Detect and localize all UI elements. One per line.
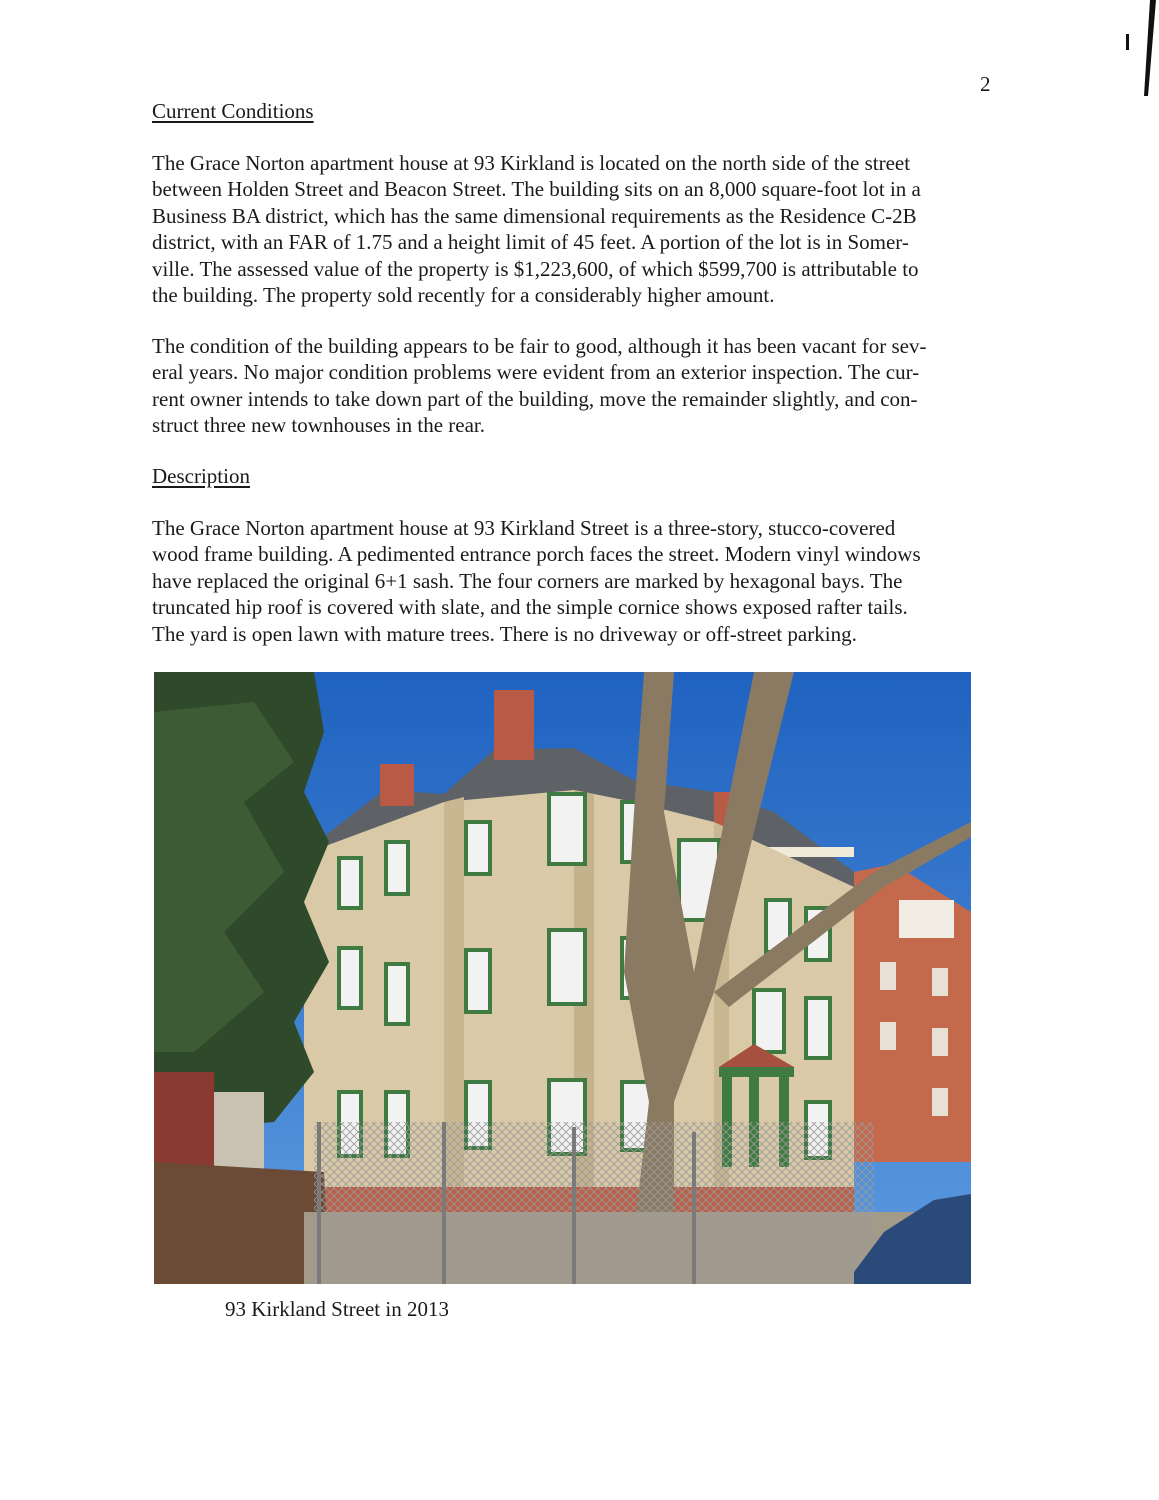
text-line: the building. The property sold recently for a considerably higher amount. <box>152 283 775 308</box>
text-line: rent owner intends to take down part of the building, move the remainder slightly, and con- <box>152 386 918 411</box>
scan-mark-graphic <box>1118 0 1159 100</box>
text-line: wood frame building. A pedimented entrance porch faces the street. Modern vinyl windows <box>152 542 921 567</box>
text-line: truncated hip roof is covered with slate, and the simple cornice shows exposed rafter tails. <box>152 595 908 620</box>
building-photo <box>154 672 971 1284</box>
section-heading-current-conditions: Current Conditions <box>152 99 314 123</box>
text-line: The Grace Norton apartment house at 93 Kirkland Street is a three-story, stucco-covered <box>152 516 896 540</box>
text-line: district, with an FAR of 1.75 and a height limit of 45 feet. A portion of the lot is in Somer- <box>152 230 909 255</box>
paragraph-description <box>152 515 997 647</box>
chimney <box>380 764 414 806</box>
evergreen-tree <box>154 672 329 1132</box>
chimney <box>494 690 534 760</box>
text-line: between Holden Street and Beacon Street. The building sits on an 8,000 square-foot lot in a <box>152 177 921 202</box>
neighbor-building-right <box>854 864 971 1162</box>
shrubs <box>154 1162 329 1284</box>
page-number: 2 <box>980 72 991 96</box>
chain-link-fence <box>314 1122 874 1284</box>
text-line: struct three new townhouses in the rear. <box>152 413 485 438</box>
building-illustration <box>154 672 971 1284</box>
section-heading-description: Description <box>152 464 250 488</box>
paragraph-condition <box>152 333 997 439</box>
text-line: ville. The assessed value of the property is $1,223,600, of which $599,700 is attributable to <box>152 256 919 281</box>
paragraph-location <box>152 150 997 308</box>
text-line: eral years. No major condition problems were evident from an exterior inspection. The cur- <box>152 360 920 385</box>
text-line: The condition of the building appears to be fair to good, although it has been vacant for sev- <box>152 334 927 358</box>
text-line: Business BA district, which has the same dimensional requirements as the Residence C-2B <box>152 203 917 228</box>
photo-caption: 93 Kirkland Street in 2013 <box>225 1297 449 1321</box>
text-line: have replaced the original 6+1 sash. The four corners are marked by hexagonal bays. The <box>152 568 903 593</box>
text-line: The yard is open lawn with mature trees. There is no driveway or off-street parking. <box>152 621 857 646</box>
text-line: The Grace Norton apartment house at 93 Kirkland is located on the north side of the street <box>152 151 911 175</box>
